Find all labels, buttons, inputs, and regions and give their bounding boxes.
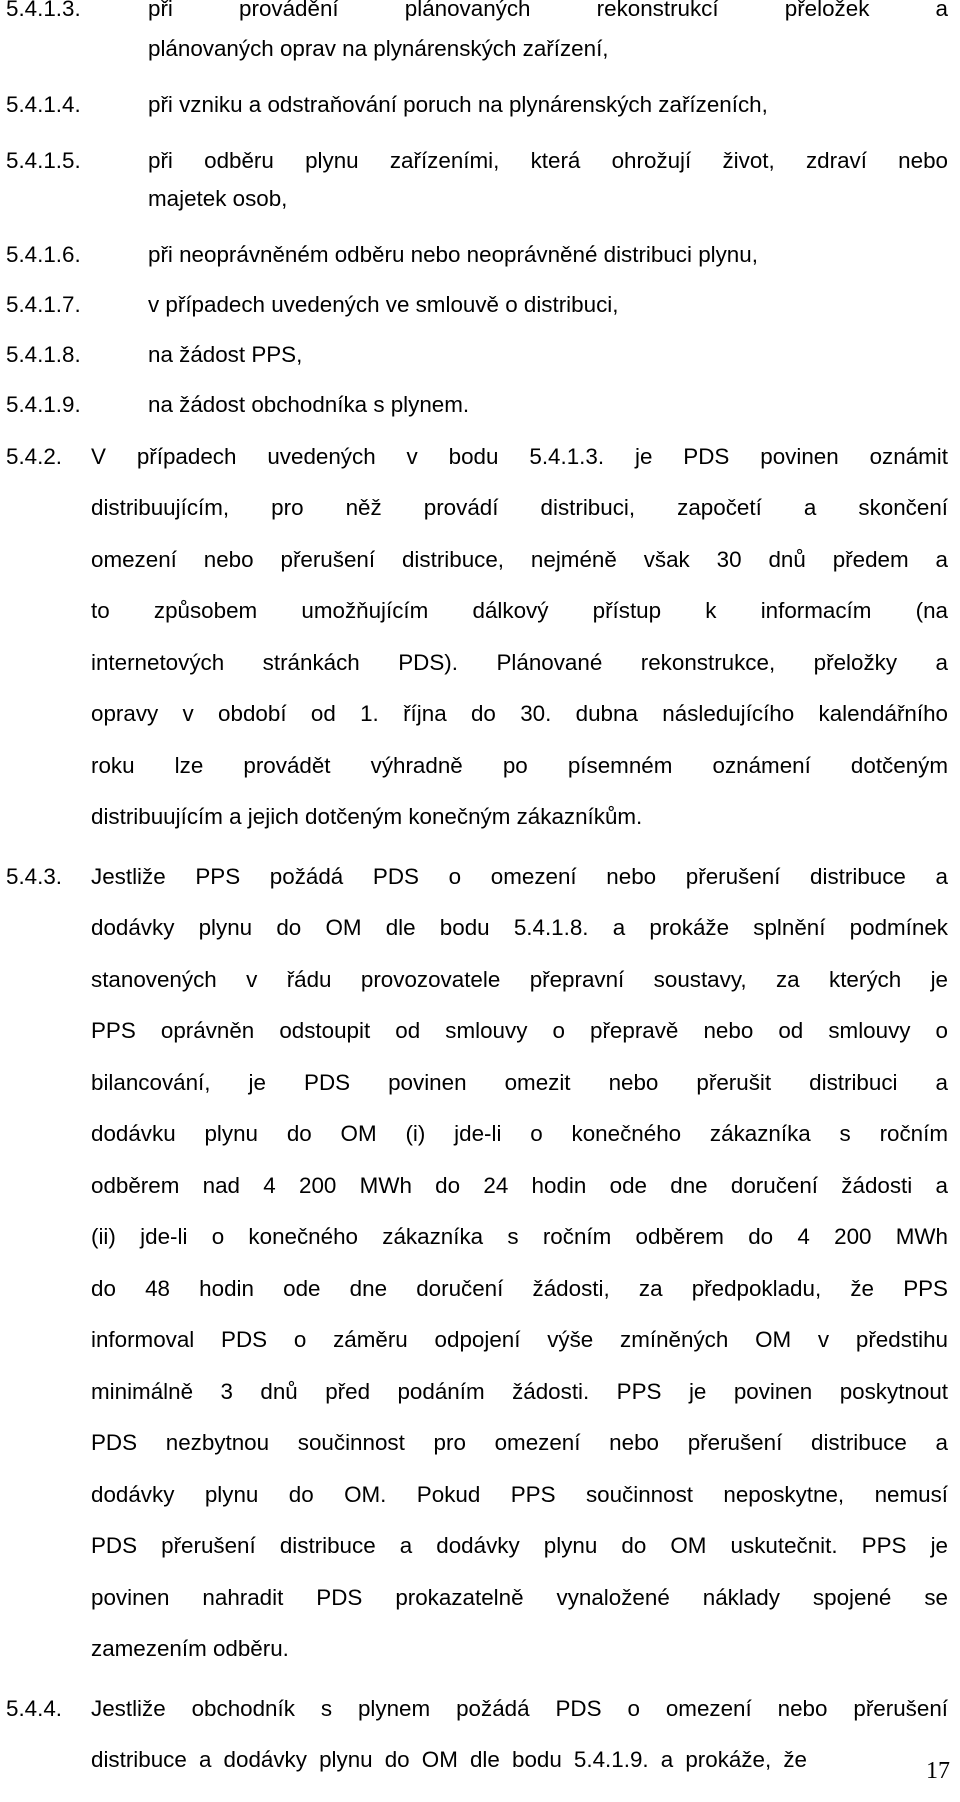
section-text-line: V případech uvedených v bodu 5.4.1.3. je PDS povinen oznámit	[91, 444, 948, 469]
item-number: 5.4.1.5.	[6, 148, 81, 173]
section-text-line: internetových stránkách PDS). Plánované rekonstrukce, přeložky a	[91, 650, 948, 675]
section-text-line: to způsobem umožňujícím dálkový přístup k informacím (na	[91, 598, 948, 623]
item-number: 5.4.1.4.	[6, 92, 81, 117]
item-text-line: při odběru plynu zařízeními, která ohrožují život, zdraví nebo	[148, 148, 948, 173]
section-text-line: Jestliže PPS požádá PDS o omezení nebo přerušení distribuce a	[91, 864, 948, 889]
section-text-line: Jestliže obchodník s plynem požádá PDS o omezení nebo přerušení	[91, 1696, 948, 1721]
item-text-line: plánovaných oprav na plynárenských zařízení,	[148, 36, 609, 61]
section-number: 5.4.3.	[6, 864, 63, 889]
item-text-line: na žádost PPS,	[148, 342, 303, 367]
section-text-line: do 48 hodin ode dne doručení žádosti, za předpokladu, že PPS	[91, 1276, 948, 1301]
section-text-line: distribuujícím a jejich dotčeným konečným zákazníkům.	[91, 804, 643, 829]
section-text-line: PDS přerušení distribuce a dodávky plynu do OM uskutečnit. PPS je	[91, 1533, 948, 1558]
section-text-line: bilancování, je PDS povinen omezit nebo přerušit distribuci a	[91, 1070, 948, 1095]
section-text-line: roku lze provádět výhradně po písemném oznámení dotčeným	[91, 753, 948, 778]
item-text-line: na žádost obchodníka s plynem.	[148, 392, 470, 417]
item-number: 5.4.1.9.	[6, 392, 81, 417]
item-number: 5.4.1.6.	[6, 242, 81, 267]
section-text-line: omezení nebo přerušení distribuce, nejméně však 30 dnů předem a	[91, 547, 948, 572]
item-number: 5.4.1.7.	[6, 292, 81, 317]
section-text-line: minimálně 3 dnů před podáním žádosti. PPS je povinen poskytnout	[91, 1379, 948, 1404]
section-text-line: zamezením odběru.	[91, 1636, 289, 1661]
section-text-line: distribuujícím, pro něž provádí distribuci, započetí a skončení	[91, 495, 948, 520]
section-text-line: distribuce a dodávky plynu do OM dle bodu 5.4.1.9. a prokáže, že	[91, 1747, 807, 1772]
item-number: 5.4.1.8.	[6, 342, 81, 367]
section-text-line: opravy v období od 1. října do 30. dubna následujícího kalendářního	[91, 701, 948, 726]
item-text-line: majetek osob,	[148, 186, 288, 211]
item-number: 5.4.1.3.	[6, 0, 81, 21]
item-text-line: při neoprávněném odběru nebo neoprávněné distribuci plynu,	[148, 242, 758, 267]
section-number: 5.4.4.	[6, 1696, 63, 1721]
section-text-line: dodávky plynu do OM dle bodu 5.4.1.8. a prokáže splnění podmínek	[91, 915, 948, 940]
item-text-line: v případech uvedených ve smlouvě o distribuci,	[148, 292, 619, 317]
section-number: 5.4.2.	[6, 444, 63, 469]
section-text-line: PDS nezbytnou součinnost pro omezení nebo přerušení distribuce a	[91, 1430, 948, 1455]
section-text-line: povinen nahradit PDS prokazatelně vynaložené náklady spojené se	[91, 1585, 948, 1610]
section-text-line: PPS oprávněn odstoupit od smlouvy o přepravě nebo od smlouvy o	[91, 1018, 948, 1043]
page-number: 17	[926, 1758, 950, 1784]
section-text-line: (ii) jde-li o konečného zákazníka s ročním odběrem do 4 200 MWh	[91, 1224, 948, 1249]
section-text-line: odběrem nad 4 200 MWh do 24 hodin ode dne doručení žádosti a	[91, 1173, 948, 1198]
section-text-line: dodávky plynu do OM. Pokud PPS součinnost neposkytne, nemusí	[91, 1482, 948, 1507]
item-text-line: při provádění plánovaných rekonstrukcí přeložek a	[148, 0, 948, 21]
section-text-line: stanovených v řádu provozovatele přepravní soustavy, za kterých je	[91, 967, 948, 992]
item-text-line: při vzniku a odstraňování poruch na plynárenských zařízeních,	[148, 92, 768, 117]
section-text-line: informoval PDS o záměru odpojení výše zmíněných OM v předstihu	[91, 1327, 948, 1352]
section-text-line: dodávku plynu do OM (i) jde-li o konečného zákazníka s ročním	[91, 1121, 948, 1146]
